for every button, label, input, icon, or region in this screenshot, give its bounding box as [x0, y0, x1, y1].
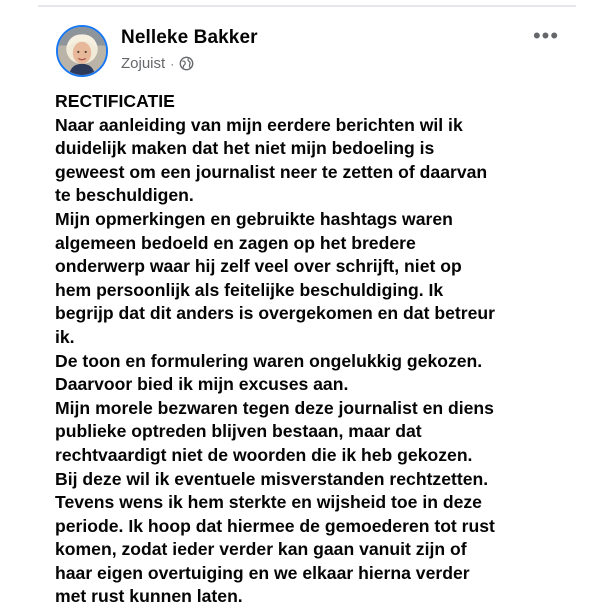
post-line: met rust kunnen laten. — [55, 586, 243, 607]
post-line: RECTIFICATIE — [55, 91, 175, 111]
post-line: begrijp dat dit anders is overgekomen en dat betreur — [55, 303, 495, 324]
globe-icon[interactable] — [179, 56, 194, 71]
meta-separator: · — [170, 56, 175, 71]
post-line: rechtvaardigt niet de woorden die ik heb gekozen. — [55, 444, 473, 465]
post-line: ik. — [55, 326, 75, 347]
post-timestamp[interactable]: Zojuist — [121, 55, 166, 72]
post-line: komen, zodat ieder verder kan gaan vanuit zijn of — [55, 539, 467, 560]
post-line: Mijn opmerkingen en gebruikte hashtags waren — [55, 208, 453, 229]
post-text — [55, 90, 595, 609]
post-line: hem persoonlijk als feitelijke beschuldiging. Ik — [55, 279, 444, 300]
author-name[interactable]: Nelleke Bakker — [121, 27, 258, 48]
post-line: periode. Ik hoop dat hiermee de gemoederen tot rust — [55, 515, 495, 536]
post-line: onderwerp waar hij zelf veel over schrijft, niet op — [55, 256, 462, 277]
post-line: Naar aanleiding van mijn eerdere berichten wil ik — [55, 114, 463, 135]
post-line: Tevens wens ik hem sterkte en wijsheid toe in deze — [55, 492, 482, 513]
post-line: Bij deze wil ik eventuele misverstanden rechtzetten. — [55, 468, 489, 489]
post-line: De toon en formulering waren ongelukkig gekozen. — [55, 350, 483, 371]
post-line: Mijn morele bezwaren tegen deze journalist en diens — [55, 397, 494, 418]
post-line: haar eigen overtuiging en we elkaar hierna verder — [55, 562, 470, 583]
post-line: duidelijk maken dat het niet mijn bedoeling is — [55, 138, 435, 159]
post-line: algemeen bedoeld en zagen op het bredere — [55, 232, 416, 253]
post-line: Daarvoor bied ik mijn excuses aan. — [55, 374, 349, 395]
profile-photo — [58, 27, 106, 75]
more-options-button[interactable]: ••• — [532, 23, 560, 48]
post-line: publieke optreden blijven bestaan, maar dat — [55, 421, 422, 442]
post-line: geweest om een journalist neer te zetten of daarvan — [55, 161, 488, 182]
post-line: te beschuldigen. — [55, 185, 194, 206]
post-meta — [121, 55, 194, 72]
avatar[interactable] — [56, 25, 108, 77]
